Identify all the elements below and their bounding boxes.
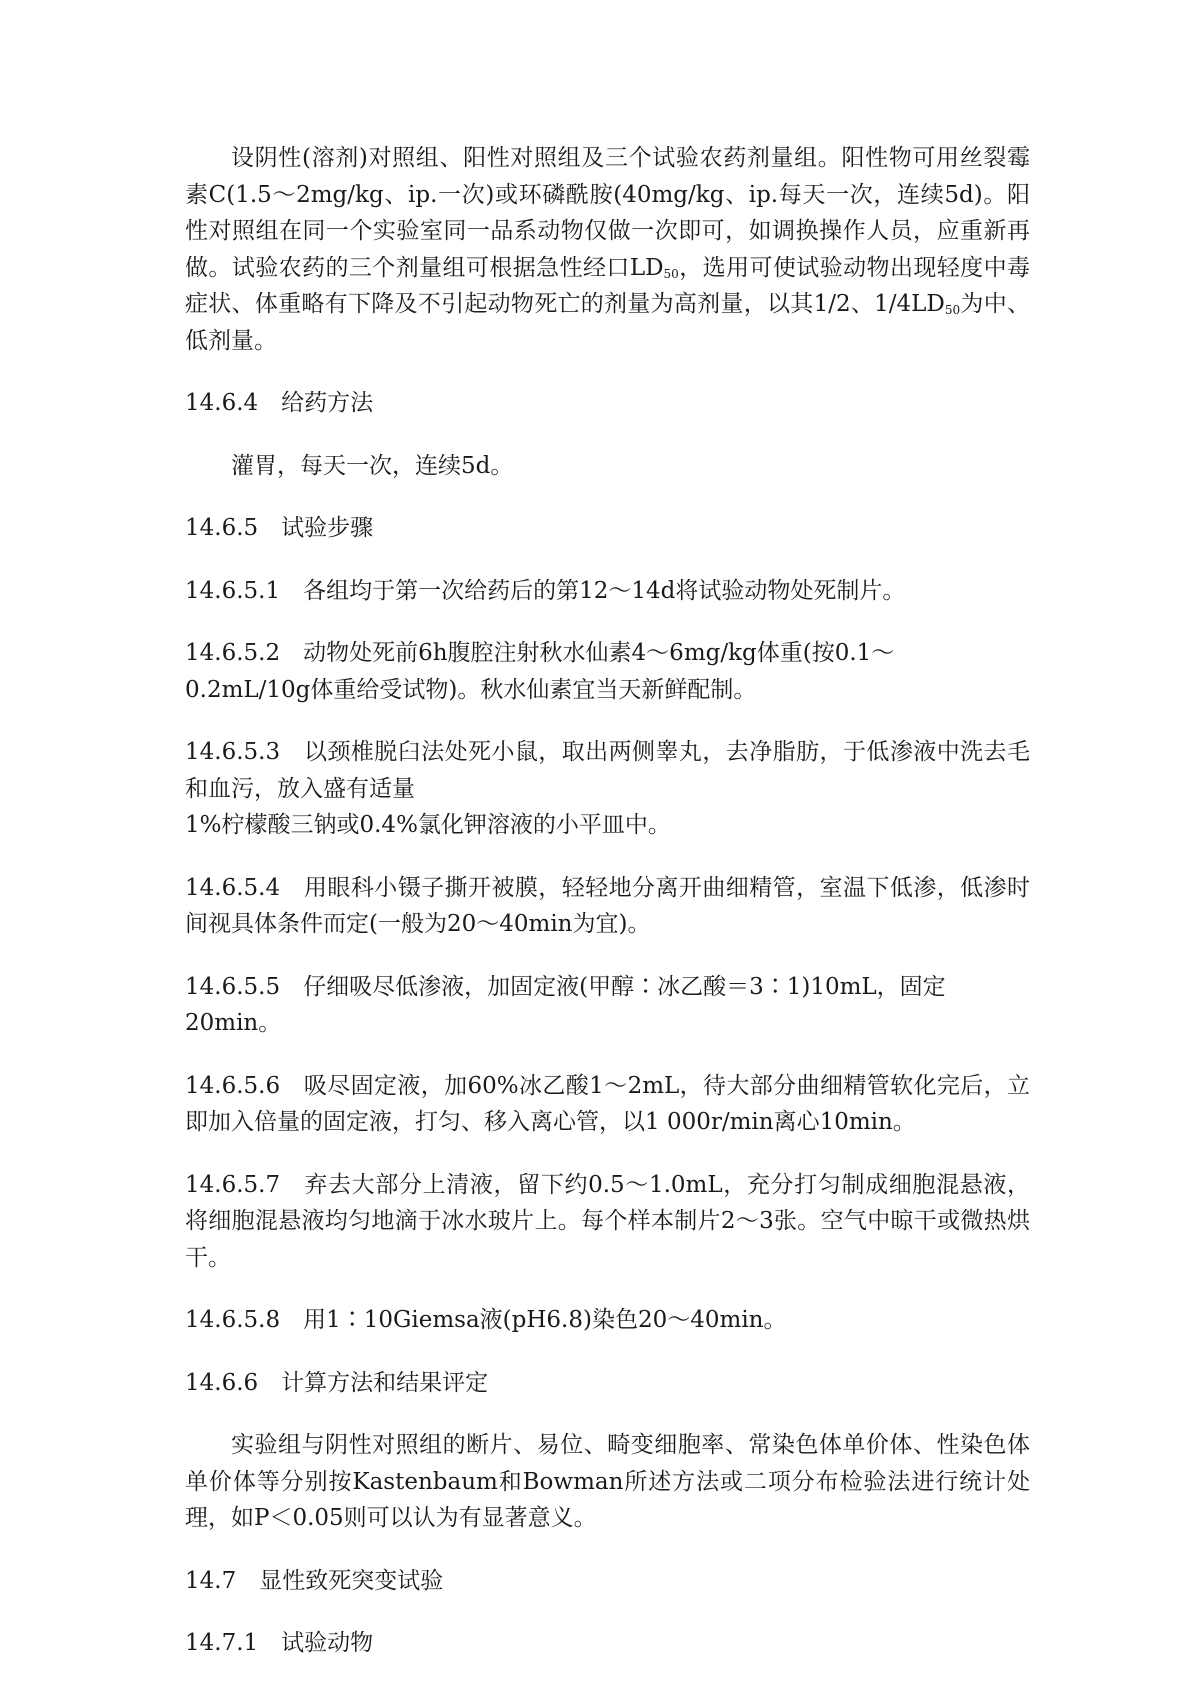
step-14658: 14.6.5.8 用1∶10Giemsa液(pH6.8)染色20～40min。 — [185, 1307, 787, 1333]
step-14653 — [185, 734, 1030, 844]
paragraph-text: 设阴性(溶剂)对照组、阳性对照组及三个试验农药剂量组。阳性物可用丝裂霉素C(1.5～2mg/kg、ip.一次)或环磷酰胺(40mg/kg、ip.每天一次，连续5d)。阳性对照组在同一个实验室同一品系动物仅做一次即可，如调换操作人员，应重新再做。试验农药的三个剂量组可根据急性经口LD — [185, 145, 1030, 281]
paragraph-evaluation: 实验组与阴性对照组的断片、易位、畸变细胞率、常染色体单价体、性染色体单价体等分别按Kastenbaum和Bowman所述方法或二项分布检验法进行统计处理，如P＜0.05则可以认为有显著意义。 — [185, 1432, 1030, 1531]
step-14651: 14.6.5.1 各组均于第一次给药后的第12～14d将试验动物处死制片。 — [185, 577, 906, 604]
step-14654: 14.6.5.4 用眼科小镊子撕开被膜，轻轻地分离开曲细精管，室温下低渗，低渗时间视具体条件而定(一般为20～40min为宜)。 — [185, 874, 1030, 937]
paragraph-dose-groups — [185, 140, 1030, 359]
subscript: 50 — [663, 266, 679, 281]
section-heading-test-animals: 14.7.1 试验动物 — [185, 1630, 374, 1656]
step-14655: 14.6.5.5 仔细吸尽低渗液，加固定液(甲醇∶冰乙酸＝3∶1)10mL，固定20min。 — [185, 973, 946, 1036]
section-heading-evaluation: 14.6.6 计算方法和结果评定 — [185, 1369, 489, 1396]
step-14652 — [185, 635, 1030, 708]
step-line: 14.6.5.2 动物处死前6h腹腔注射秋水仙素4～6mg/kg体重(按0.1～ — [185, 640, 895, 666]
step-14656: 14.6.5.6 吸尽固定液，加60%冰乙酸1～2mL，待大部分曲细精管软化完后，立即加入倍量的固定液，打匀、移入离心管，以1 000r/min离心10min。 — [185, 1072, 1030, 1135]
section-heading-dominant-lethal: 14.7 显性致死突变试验 — [185, 1567, 444, 1594]
section-heading-administration: 14.6.4 给药方法 — [185, 390, 374, 416]
step-line: 14.6.5.3 以颈椎脱臼法处死小鼠，取出两侧睾丸，去净脂肪，于低渗液中洗去毛和血污，放入盛有适量 — [185, 739, 1030, 802]
document-page — [185, 140, 1030, 1662]
step-line: 1%柠檬酸三钠或0.4%氯化钾溶液的小平皿中。 — [185, 812, 671, 838]
subscript: 50 — [944, 303, 961, 317]
paragraph-administration: 灌胃，每天一次，连续5d。 — [231, 452, 514, 479]
paragraph-text: ，选用可使试验动物出现轻度中毒症状、体重略有下降及不引起动物死亡的剂量为高剂量，以其1/2、1/4LD — [185, 254, 1031, 317]
paragraph-text: 为中、低剂量。 — [185, 291, 1030, 354]
step-14657: 14.6.5.7 弃去大部分上清液，留下约0.5～1.0mL，充分打匀制成细胞混悬液，将细胞混悬液均匀地滴于冰水玻片上。每个样本制片2～3张。空气中晾干或微热烘干。 — [185, 1171, 1030, 1271]
step-line: 0.2mL/10g体重给受试物)。秋水仙素宜当天新鲜配制。 — [185, 676, 757, 703]
section-heading-procedure: 14.6.5 试验步骤 — [185, 515, 374, 541]
